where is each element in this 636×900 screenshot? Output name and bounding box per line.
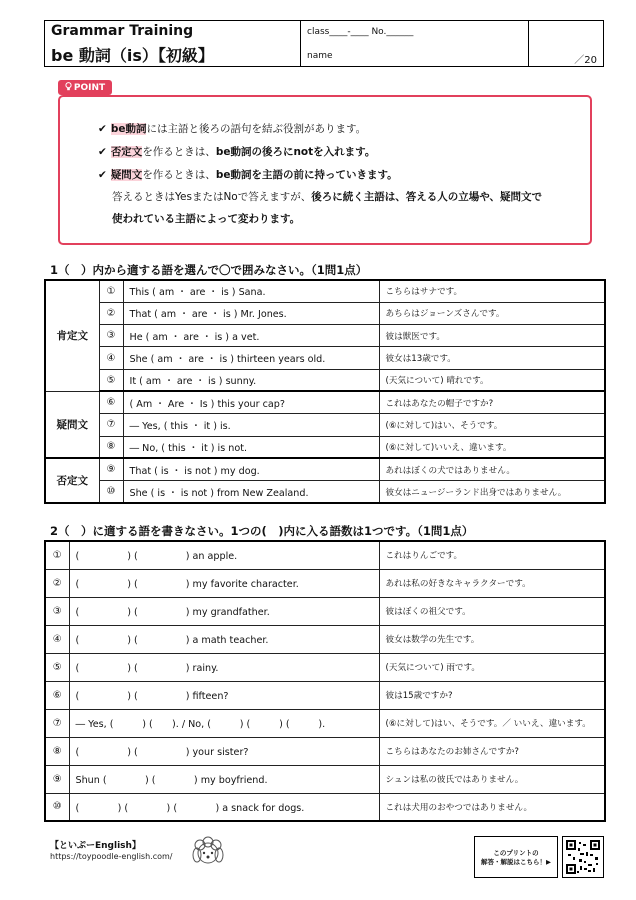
answer-link-box[interactable] <box>474 836 558 878</box>
answer-link-line2: 解答・解説はこちら！▶ <box>481 858 551 866</box>
point-line-5: 使われている主語によって変わります。 <box>112 213 301 225</box>
table-row <box>45 481 605 503</box>
question-number: ③ <box>45 597 69 625</box>
question-number: ⑤ <box>45 653 69 681</box>
question-translation: (⑥に対して)はい、そうです。／ いいえ、違います。 <box>379 709 605 737</box>
fill-in-text[interactable]: ( ) ( ) rainy. <box>69 653 379 681</box>
table-row <box>45 458 605 480</box>
section1-title: 1（ ）内から適する語を選んで〇で囲みなさい。（1問1点） <box>50 263 368 277</box>
table-row <box>45 369 605 391</box>
fill-in-text[interactable]: ( ) ( ) ( ) a snack for dogs. <box>69 793 379 821</box>
section2-table <box>44 540 606 822</box>
question-text[interactable]: She ( is ・ is not ) from New Zealand. <box>123 481 379 503</box>
question-translation: こちらはサナです。 <box>379 280 605 302</box>
question-number: ④ <box>99 347 123 369</box>
table-row <box>45 737 605 765</box>
qr-code-icon[interactable] <box>562 836 604 878</box>
question-translation: あれは私の好きなキャラクターです。 <box>379 569 605 597</box>
check-icon: ✔ <box>98 169 107 181</box>
question-number: ⑦ <box>45 709 69 737</box>
question-translation: これはあなたの帽子ですか? <box>379 391 605 413</box>
question-translation: (⑥に対して)いいえ、違います。 <box>379 436 605 458</box>
check-icon: ✔ <box>98 123 107 135</box>
group-negative: 否定文 <box>45 458 99 503</box>
question-text[interactable]: This ( am ・ are ・ is ) Sana. <box>123 280 379 302</box>
point-line-2: ✔ 否定文を作るときは、be動詞の後ろにnotを入れます。 <box>98 146 376 158</box>
fill-in-text[interactable]: ( ) ( ) my grandfather. <box>69 597 379 625</box>
question-translation: 彼女はニュージーランド出身ではありません。 <box>379 481 605 503</box>
fill-in-text[interactable]: ― Yes, ( ) ( ). / No, ( ) ( ) ( ). <box>69 709 379 737</box>
fill-in-text[interactable]: ( ) ( ) a math teacher. <box>69 625 379 653</box>
question-translation: 彼は獣医です。 <box>379 325 605 347</box>
table-row <box>45 414 605 436</box>
check-icon: ✔ <box>98 146 107 158</box>
table-row <box>45 681 605 709</box>
footer-logo: 【といぷーEnglish】 <box>50 841 141 851</box>
student-info-cell <box>301 21 529 66</box>
table-row <box>45 625 605 653</box>
point-tag <box>58 80 112 95</box>
question-text[interactable]: ( Am ・ Are ・ Is ) this your cap? <box>123 391 379 413</box>
footer-url[interactable]: https://toypoodle-english.com/ <box>50 852 173 861</box>
point-line-1: ✔ be動詞には主語と後ろの語句を結ぶ役割があります。 <box>98 123 367 135</box>
table-row <box>45 709 605 737</box>
score-cell <box>529 21 603 66</box>
question-number: ⑤ <box>99 369 123 391</box>
section1-table <box>44 279 606 504</box>
worksheet-header <box>44 20 604 67</box>
point-box <box>58 95 592 245</box>
question-translation: (天気について) 晴れです。 <box>379 369 605 391</box>
table-row <box>45 391 605 413</box>
question-text[interactable]: ― No, ( this ・ it ) is not. <box>123 436 379 458</box>
poodle-icon <box>188 835 228 869</box>
table-row <box>45 653 605 681</box>
title-japanese: be 動詞（is）【初級】 <box>51 46 214 65</box>
table-row <box>45 325 605 347</box>
question-number: ⑧ <box>99 436 123 458</box>
question-text[interactable]: She ( am ・ are ・ is ) thirteen years old. <box>123 347 379 369</box>
question-text[interactable]: ― Yes, ( this ・ it ) is. <box>123 414 379 436</box>
score-total: ／20 <box>574 55 597 66</box>
group-question: 疑問文 <box>45 391 99 458</box>
question-number: ⑨ <box>99 458 123 480</box>
fill-in-text[interactable]: ( ) ( ) your sister? <box>69 737 379 765</box>
question-number: ⑩ <box>45 793 69 821</box>
title-cell <box>45 21 301 66</box>
question-translation: 彼は15歳ですか? <box>379 681 605 709</box>
fill-in-text[interactable]: ( ) ( ) my favorite character. <box>69 569 379 597</box>
fill-in-text[interactable]: ( ) ( ) fifteen? <box>69 681 379 709</box>
question-number: ⑩ <box>99 481 123 503</box>
table-row <box>45 302 605 324</box>
class-number-label: class____-____ No.______ <box>307 27 414 37</box>
question-number: ② <box>45 569 69 597</box>
table-row <box>45 541 605 569</box>
fill-in-text[interactable]: ( ) ( ) an apple. <box>69 541 379 569</box>
question-text[interactable]: That ( am ・ are ・ is ) Mr. Jones. <box>123 302 379 324</box>
answer-link-line1: このプリントの <box>493 849 539 857</box>
table-row <box>45 280 605 302</box>
question-translation: 彼女は13歳です。 <box>379 347 605 369</box>
question-text[interactable]: It ( am ・ are ・ is ) sunny. <box>123 369 379 391</box>
question-number: ⑥ <box>99 391 123 413</box>
question-translation: (⑥に対して)はい、そうです。 <box>379 414 605 436</box>
title-english: Grammar Training <box>51 23 194 39</box>
question-number: ⑥ <box>45 681 69 709</box>
point-line-4: 答えるときはYesまたはNoで答えますが、後ろに続く主語は、答える人の立場や、疑問文で <box>112 191 543 203</box>
group-affirmative: 肯定文 <box>45 280 99 391</box>
question-translation: あれはぼくの犬ではありません。 <box>379 458 605 480</box>
table-row <box>45 436 605 458</box>
question-translation: 彼はぼくの祖父です。 <box>379 597 605 625</box>
question-translation: これは犬用のおやつではありません。 <box>379 793 605 821</box>
question-translation: あちらはジョーンズさんです。 <box>379 302 605 324</box>
point-tag-label: POINT <box>73 82 106 93</box>
question-text[interactable]: That ( is ・ is not ) my dog. <box>123 458 379 480</box>
question-number: ① <box>45 541 69 569</box>
table-row <box>45 793 605 821</box>
question-translation: 彼女は数学の先生です。 <box>379 625 605 653</box>
lightbulb-icon <box>65 82 72 94</box>
table-row <box>45 347 605 369</box>
table-row <box>45 597 605 625</box>
question-number: ② <box>99 302 123 324</box>
question-number: ⑨ <box>45 765 69 793</box>
question-translation: (天気について) 雨です。 <box>379 653 605 681</box>
name-label: name <box>307 51 333 61</box>
question-number: ③ <box>99 325 123 347</box>
fill-in-text[interactable]: Shun ( ) ( ) my boyfriend. <box>69 765 379 793</box>
question-text[interactable]: He ( am ・ are ・ is ) a vet. <box>123 325 379 347</box>
point-line-3: ✔ 疑問文を作るときは、be動詞を主語の前に持っていきます。 <box>98 169 398 181</box>
question-number: ④ <box>45 625 69 653</box>
question-translation: こちらはあなたのお姉さんですか? <box>379 737 605 765</box>
question-number: ⑦ <box>99 414 123 436</box>
question-number: ① <box>99 280 123 302</box>
table-row <box>45 569 605 597</box>
question-translation: これはりんごです。 <box>379 541 605 569</box>
question-number: ⑧ <box>45 737 69 765</box>
question-translation: シュンは私の彼氏ではありません。 <box>379 765 605 793</box>
table-row <box>45 765 605 793</box>
section2-title: 2（ ）に適する語を書きなさい。1つの( )内に入る語数は1つです。（1問1点） <box>50 524 474 538</box>
